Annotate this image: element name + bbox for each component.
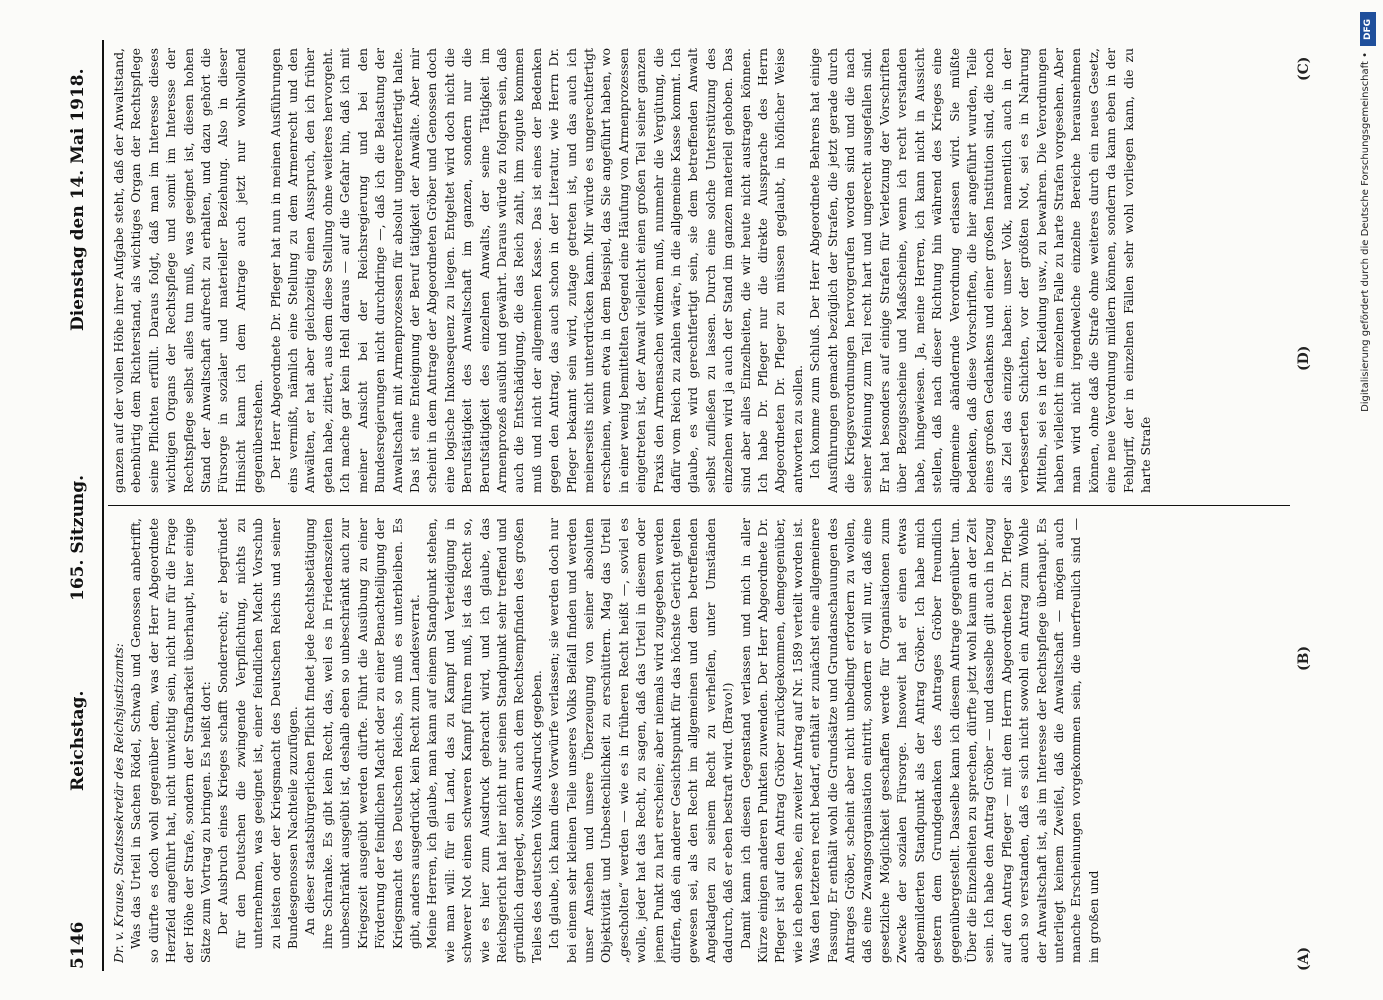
margin-mark-a: (A) (1296, 946, 1312, 971)
right-paragraph: Der Herr Abgeordnete Dr. Pfleger hat nun in meinen Ausführungen eins vermißt, nämlich eine Stellung zu dem Armenrecht und den Anwälten, er hat aber gleichzeitig einen Ausspruch, den ich früher getan habe, zitiert, aus dem diese Stellung ohne weiteres hervorgeht. Ich mache gar kein Hehl daraus — auf die Gefahr hin, daß ich mit meiner Ansicht bei der Reichsregierung und bei den Bundesregierungen nicht durchdringe —, daß ich die Belastung der Anwaltschaft mit Armenprozessen für absolut ungerechtfertigt halte. Das ist eine Enteignung der Beruf tätigkeit der Anwälte. Aber mir scheint in dem Antrage der Abgeordneten Gröber und Genossen doch eine logische Inkonsequenz zu liegen. Entgeltet wird doch nicht die Berufstätigkeit des Anwaltschaft im ganzen, sondern nur die Berufstätigkeit des einzelnen Anwalts, der seine Tätigkeit im Armenprozeß ausübt und gewährt. Daraus würde zu folgern sein, daß auch die Entschädigung, die das Reich zahlt, ihm zugute kommen muß und nicht der allgemeinen Kasse. Das ist eines der Bedenken gegen den Antrag, das auch schon in der Literatur, wie Herrn Dr. Pfleger bekannt sein wird, zutage getreten ist, und das auch ich meinerseits nicht unterdrücken kann. Mir würde es ungerechtfertigt erscheinen, wenn etwa in dem Beispiel, das Sie angeführt haben, wo in einer wenig bemittelten Gegend eine Häufung von Armenprozessen eingetreten ist, der Anwalt vielleicht einen großen Teil seiner ganzen Praxis den Armensachen widmen muß, nunmehr die Vergütung, die dafür vom Reich zu zahlen wäre, in die allgemeine Kasse kommt. Ich glaube, es wird gerechtfertigt sein, sie dem betreffenden Anwalt selbst zufließen zu lassen. Durch eine solche Unterstützung des einzelnen wird ja auch der Stand im ganzen materiell gehoben. Das sind aber alles Einzelheiten, die wir heute nicht austragen können. Ich habe Dr. Pfleger nur die direkte Aussprache des Herrn Abgeordneten Dr. Pfleger zu müssen geglaubt, in höflicher Weise antworten zu sollen. (267, 48, 805, 493)
margin-mark-b: (B) (1296, 645, 1312, 671)
left-paragraph: Ich glaube, ich kann diese Vorwürfe verlassen; sie werden doch nur bei einem sehr kleinen Teile unseres Volks Beifall finden und werden unser Ansehen und unsere Überzeugung von seiner absoluten Objektivität und Unbestechlichkeit zu erschüttern. Mag das Urteil „gescholten“ werden — wie es in früheren Recht heißt —, soviel es wolle, jeder hat das Recht, zu sagen, daß das Urteil in diesem oder jenem Punkt zu hart erscheine; aber niemals wird zugegeben werden dürfen, daß ein anderer Gesichtspunkt für das höchste Gericht gelten gewesen sei, als den Recht im allgemeinen und dem betreffenden Angeklagten zu seinem Recht zu verhelfen, unter Umständen dadurch, daß er eben bestraft wird. (Bravo!) (546, 518, 736, 963)
left-paragraph: Damit kann ich diesen Gegenstand verlassen und mich in aller Kürze einigen anderen Punkten zuwenden. Der Herr Abgeordnete Dr. Pfleger ist auf den Antrag Gröber zurückgekommen, demgegenüber, wie ich eben sehe, ein zweiter Antrag auf Nr. 1589 verteilt worden ist. Was den letzteren recht bedarf, enthält er zunächst eine allgemeinere Fassung. Er enthält wohl die Grundsätze und Grundanschauungen des Antrages Gröber, scheint aber nicht unbedingt erfordern zu wollen, daß eine Zwangsorganisation eintritt, sondern er will nur, daß eine gesetzliche Möglichkeit geschaffen werde für Organisationen zum Zwecke der sozialen Fürsorge. Insoweit hat er einen etwas abgemilderten Standpunkt als der Antrag Gröber. Ich habe mich gestern dem Grundgedanken des Antrages Gröber freundlich gegenübergestellt. Dasselbe kann ich diesem Antrage gegenüber tun. Über die Einzelheiten zu sprechen, dürfte jetzt wohl kaum an der Zeit sein. Ich habe den Antrag Gröber — und dasselbe gilt auch in bezug auf den Antrag Pfleger — mit dem Herrn Abgeordneten Dr. Pfleger auch so verstanden, daß es sich nicht sowohl ein Antrag zum Wohle der Anwaltschaft ist, als im Interesse der Rechtspflege überhaupt. Es unterliegt keinem Zweifel, daß die Anwaltschaft — mögen auch manche Erscheinungen vorgekommen sein, die unerfreulich sind — im großen und (737, 518, 1101, 963)
credit-text: Digitalisierung gefördert durch die Deutsche Forschungsgemeinschaft • (1360, 52, 1371, 412)
session-label: 165. Sitzung. (68, 474, 88, 601)
left-paragraph: Der Ausbruch eines Krieges schafft Sonderrecht; er begründet für den Deutschen die zwingende Verpflichtung, nichts zu unternehmen, was geeignet ist, einer feindlichen Macht Vorschub zu leisten oder der Kriegsmacht des Deutschen Reichs und seiner Bundesgenossen Nachteile zuzufügen. (215, 518, 301, 949)
rotated-sheet (60, 40, 1320, 971)
credit-strip (1358, 8, 1378, 992)
column-rule (108, 505, 1290, 506)
left-paragraph: Meine Herren, ich glaube, man kann auf einem Standpunkt stehen, wie man will: für ein Land, das zu Kampf und Verteidigung in schwerer Not einen schweren Kampf führen muß, ist das Recht so, wie es hier zum Ausdruck gebracht wird, und ich glaube, das Reichsgericht hat hier nicht nur seinen Standpunkt sehr treffend und gründlich dargelegt, sondern auch dem Rechtsempfinden des großen Teiles des deutschen Volks Ausdruck gegeben. (424, 518, 544, 963)
page-number: 5146 (68, 921, 88, 969)
right-paragraph: Ich komme zum Schluß. Der Herr Abgeordnete Behrens hat einige Ausführungen gemacht bezüglich der Strafen, die jetzt gerade durch die Kriegsverordnungen hervorgerufen worden sind und die nach seiner Meinung zum Teil recht hart und ungerecht ausgefallen sind. Er hat besonders auf einige Strafen für Verletzung der Vorschriften über Bezugsscheine und Maßscheine, wenn ich recht verstanden habe, hingewiesen. Ja, meine Herren, ich kann nicht in Aussicht stellen, daß nach dieser Richtung hin während des Krieges eine allgemeine abändernde Verordnung erlassen wird. Sie müßte bedenken, daß diese Vorschriften, die hier angeführt wurden, Teile eines großen Gedankens und einer großen Institution sind, die noch als Ziel das einzige haben: unser Volk, namentlich auch in der verbesserten Schichten, vor der größten Not, sei es in Nahrung Mitteln, sei es in der Kleidung usw., zu bewahren. Die Verordnungen haben vielleicht im einzelnen Falle zu harte Strafen vorgesehen. Aber man wird nicht irgendwelche einzelne Bereiche herausnehmen können, ohne daß die Strafe ohne weiteres durch ein neues Gesetz, eine neue Verordnung mildern können, sondern da kann eben in der Fehlgriff, der in einzelnen Fällen sehr wohl vorliegen kann, die zu harte Strafe (807, 48, 1153, 493)
header-rule (102, 40, 104, 971)
left-paragraph: An dieser staatsbürgerlichen Pflicht findet jede Rechtsbetätigung ihre Schranke. Es gibt kein Recht, das, weil es in Friedenszeiten unbeschränkt ausgeübt ist, deshalb eben so unbeschränkt auch zur Kriegszeit ausgeübt werden dürfte. Führt die Ausübung zu einer Förderung der feindlichen Macht oder zu einer Benachteiligung der Kriegsmacht des Deutschen Reichs, so muß es unterbleiben. Es gibt, anders ausgedrückt, kein Recht zum Landesverrat. (302, 518, 422, 949)
body-name: Reichstag. (68, 690, 88, 791)
running-head (60, 40, 102, 971)
left-paragraph: Was das Urteil in Sachen Rödel, Schwab und Genossen anbetrifft, so dürfte es doch wohl gegenüber dem, was der Herr Abgeordnete Herzfeld angeführt hat, nicht unwichtig sein, nicht nur für die Frage der Höhe der Strafe, sondern der Strafbarkeit überhaupt, hier einige Sätze zum Vortrag zu bringen. Es heißt dort: (128, 518, 214, 963)
speaker-line: Dr. v. Krause, Staatssekretär des Reichsjustizamts: (111, 643, 126, 963)
date-label: Dienstag den 14. Mai 1918. (68, 68, 88, 331)
left-column (110, 518, 1292, 963)
margin-mark-c: (C) (1296, 56, 1312, 81)
right-paragraph: ganzen auf der vollen Höhe ihrer Aufgabe steht, daß der Anwaltstand, ebenbürtig dem Richterstand, als wichtiges Organ der Rechtspflege seine Pflichten erfüllt. Daraus folgt, daß man im Interesse dieses wichtigen Organs der Rechtspflege und somit im Interesse der Rechtspflege selbst alles tun muß, was geeignet ist, diesen hohen Stand der Anwaltschaft aufrecht zu erhalten, und dazu gehört die Fürsorge in sozialer und materieller Beziehung. Also in dieser Hinsicht kann ich dem Antrage auch jetzt nur wohlwollend gegenüberstehen. (111, 48, 266, 493)
right-column (110, 48, 1292, 493)
margin-mark-d: (D) (1296, 345, 1312, 371)
dfg-logo: DFG (1360, 12, 1376, 46)
